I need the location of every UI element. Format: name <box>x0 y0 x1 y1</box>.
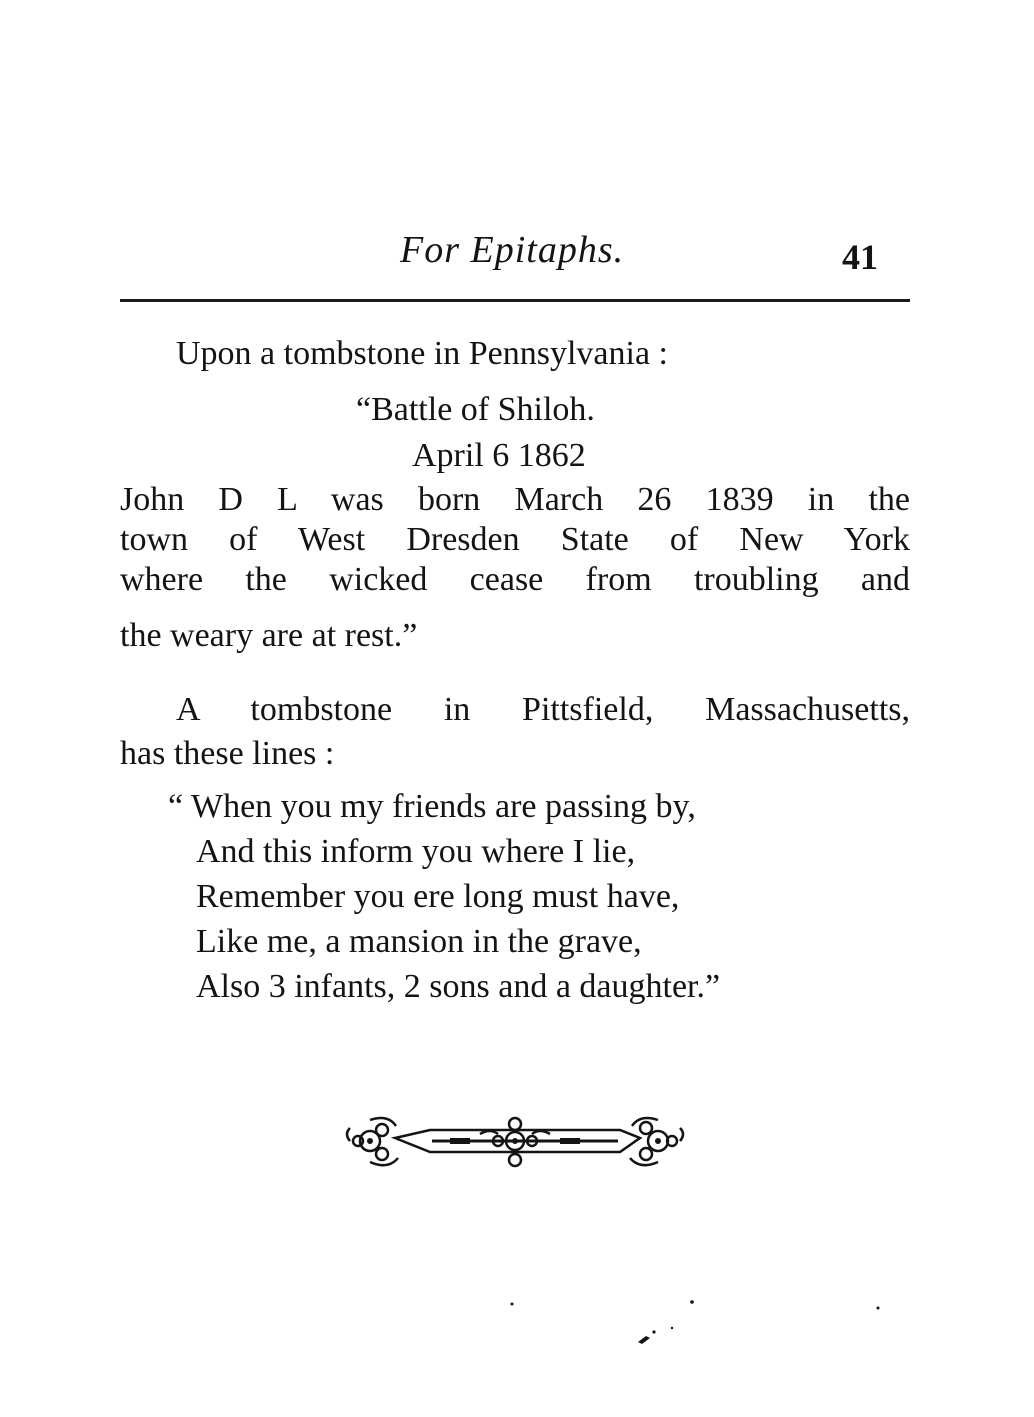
entry1-quote-line: town of West Dresden State of New York <box>120 521 910 558</box>
running-title: For Epitaphs. <box>400 229 625 271</box>
entry1-quote-title: “Battle of Shiloh. <box>356 391 595 428</box>
floral-tailpiece-icon <box>340 1108 690 1178</box>
page-number: 41 <box>842 237 878 277</box>
running-head <box>0 228 1034 288</box>
entry1-intro: Upon a tombstone in Pennsylvania : <box>176 335 669 372</box>
entry1-quote-body <box>120 480 910 600</box>
poem-line: “ When you my friends are passing by, <box>168 788 696 825</box>
entry2-intro-text: A tombstone in Pittsfield, Massachusetts, <box>176 691 910 728</box>
entry2-intro-line2: has these lines : <box>120 735 335 772</box>
entry1-quote-line: where the wicked cease from troubling and <box>120 561 910 598</box>
entry1-quote-line: John D L was born March 26 1839 in the <box>120 481 910 518</box>
poem-line: Like me, a mansion in the grave, <box>196 923 642 960</box>
entry1-quote-last-line: the weary are at rest.” <box>120 617 418 654</box>
print-specks <box>500 1290 900 1350</box>
entry1-quote-date: April 6 1862 <box>412 437 586 474</box>
poem-line: And this inform you where I lie, <box>196 833 636 870</box>
entry2-intro-line1 <box>176 690 910 730</box>
poem-line: Also 3 infants, 2 sons and a daughter.” <box>196 968 721 1005</box>
epitaph-poem <box>168 784 720 1009</box>
header-rule <box>120 299 910 302</box>
poem-line: Remember you ere long must have, <box>196 878 680 915</box>
